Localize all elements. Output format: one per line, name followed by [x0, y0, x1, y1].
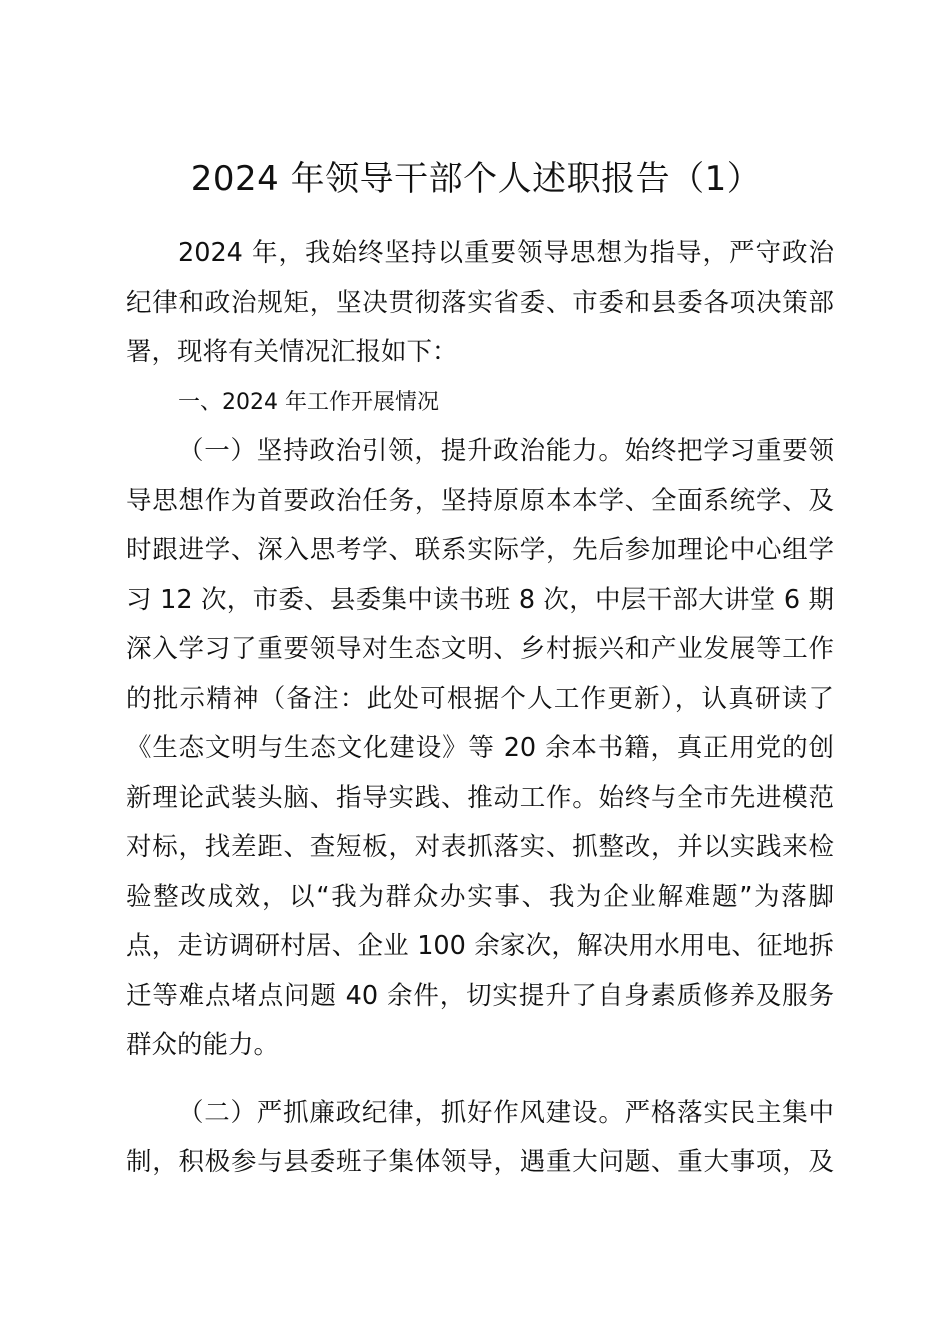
paragraph-line: （一）坚持政治引领，提升政治能力。始终把学习重要领: [178, 436, 834, 466]
intro-paragraph: [126, 229, 834, 378]
paragraph-line: 群众的能力。: [126, 1030, 280, 1060]
paragraph-line: 署，现将有关情况汇报如下：: [126, 337, 458, 367]
document-body: [126, 229, 834, 1188]
paragraph-line: 新理论武装头脑、指导实践、推动工作。始终与全市先进模范: [126, 782, 834, 813]
paragraph-line: 《生态文明与生态文化建设》等 20 余本书籍，真正用党的创: [126, 733, 834, 763]
paragraph-line: 点，走访调研村居、企业 100 余家次，解决用水用电、征地拆: [126, 931, 834, 961]
paragraph-line: 纪律和政治规矩，坚决贯彻落实省委、市委和县委各项决策部: [126, 287, 834, 318]
document-title: 2024 年领导干部个人述职报告（1）: [190, 159, 762, 199]
part-two-paragraph: [126, 1089, 834, 1188]
section-heading: 一、2024 年工作开展情况: [178, 389, 439, 415]
paragraph-line: 对标，找差距、查短板，对表抓落实、抓整改，并以实践来检: [126, 832, 834, 862]
paragraph-line: 时跟进学、深入思考学、联系实际学，先后参加理论中心组学: [126, 535, 834, 565]
paragraph-line: 验整改成效，以“我为群众办实事、我为企业解难题”为落脚: [126, 881, 834, 912]
paragraph-line: （二）严抓廉政纪律，抓好作风建设。严格落实民主集中: [178, 1097, 834, 1128]
paragraph-line: 深入学习了重要领导对生态文明、乡村振兴和产业发展等工作: [126, 634, 834, 664]
paragraph-line: 习 12 次，市委、县委集中读书班 8 次，中层干部大讲堂 6 期: [126, 584, 834, 615]
paragraph-gap: [126, 1071, 834, 1089]
paragraph-line: 迁等难点堵点问题 40 余件，切实提升了自身素质修养及服务: [126, 980, 834, 1011]
part-one-paragraph: [126, 427, 834, 1071]
paragraph-line: 的批示精神（备注：此处可根据个人工作更新），认真研读了: [126, 683, 834, 714]
paragraph-line: 导思想作为首要政治任务，坚持原原本本学、全面系统学、及: [126, 485, 834, 516]
paragraph-line: 2024 年，我始终坚持以重要领导思想为指导，严守政治: [178, 238, 834, 268]
paragraph-line: 制，积极参与县委班子集体领导，遇重大问题、重大事项，及: [126, 1147, 834, 1177]
